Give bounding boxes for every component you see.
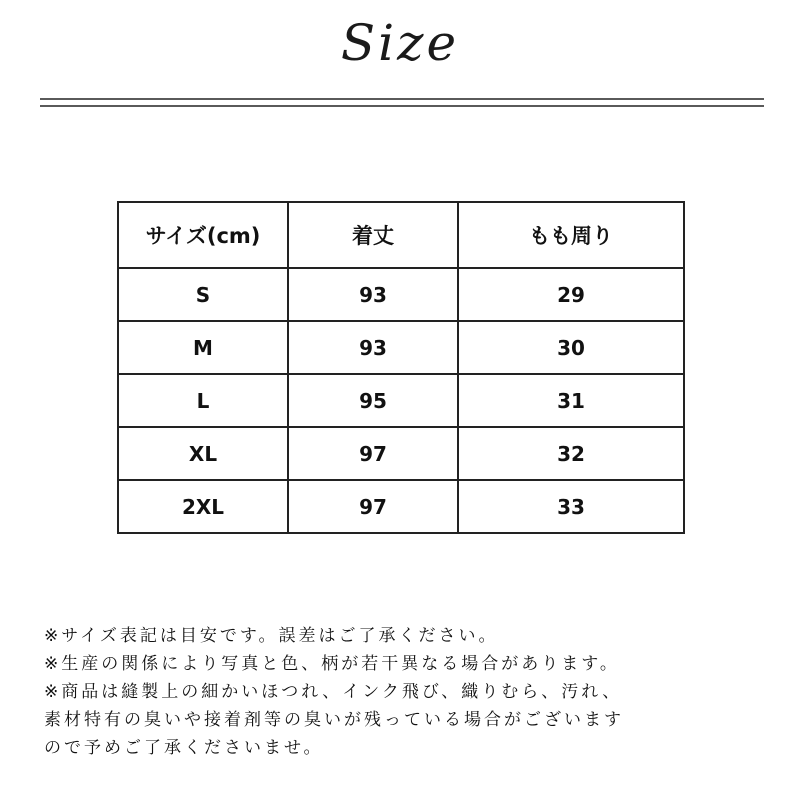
cell-thigh: 30: [458, 321, 684, 374]
cell-thigh: 32: [458, 427, 684, 480]
cell-length: 93: [288, 268, 458, 321]
cell-length: 95: [288, 374, 458, 427]
note-line: ※商品は縫製上の細かいほつれ、インク飛び、織りむら、汚れ、: [44, 682, 623, 702]
size-chart-table: [117, 201, 685, 534]
cell-size: XL: [118, 427, 288, 480]
table-row: [118, 427, 684, 480]
title-divider-bottom: [40, 105, 764, 107]
cell-length: 97: [288, 427, 458, 480]
note-line: ※生産の関係により写真と色、柄が若干異なる場合があります。: [44, 654, 620, 674]
page-title: Size: [340, 14, 460, 72]
note-line: 素材特有の臭いや接着剤等の臭いが残っている場合がございます: [44, 710, 624, 730]
cell-size: S: [118, 268, 288, 321]
cell-thigh: 33: [458, 480, 684, 533]
cell-size: L: [118, 374, 288, 427]
table-row: [118, 268, 684, 321]
note-line: ※サイズ表記は目安です。誤差はご了承ください。: [44, 626, 499, 646]
header-size: サイズ(cm): [118, 202, 288, 268]
table-header-row: [118, 202, 684, 268]
cell-length: 93: [288, 321, 458, 374]
cell-length: 97: [288, 480, 458, 533]
title-divider-top: [40, 98, 764, 100]
cell-size: 2XL: [118, 480, 288, 533]
table-row: [118, 321, 684, 374]
header-thigh: もも周り: [458, 202, 684, 268]
cell-size: M: [118, 321, 288, 374]
cell-thigh: 31: [458, 374, 684, 427]
cell-thigh: 29: [458, 268, 684, 321]
header-length: 着丈: [288, 202, 458, 268]
note-line: ので予めご了承くださいませ。: [44, 738, 324, 758]
table-row: [118, 374, 684, 427]
table-row: [118, 480, 684, 533]
notes-block: [44, 622, 774, 762]
